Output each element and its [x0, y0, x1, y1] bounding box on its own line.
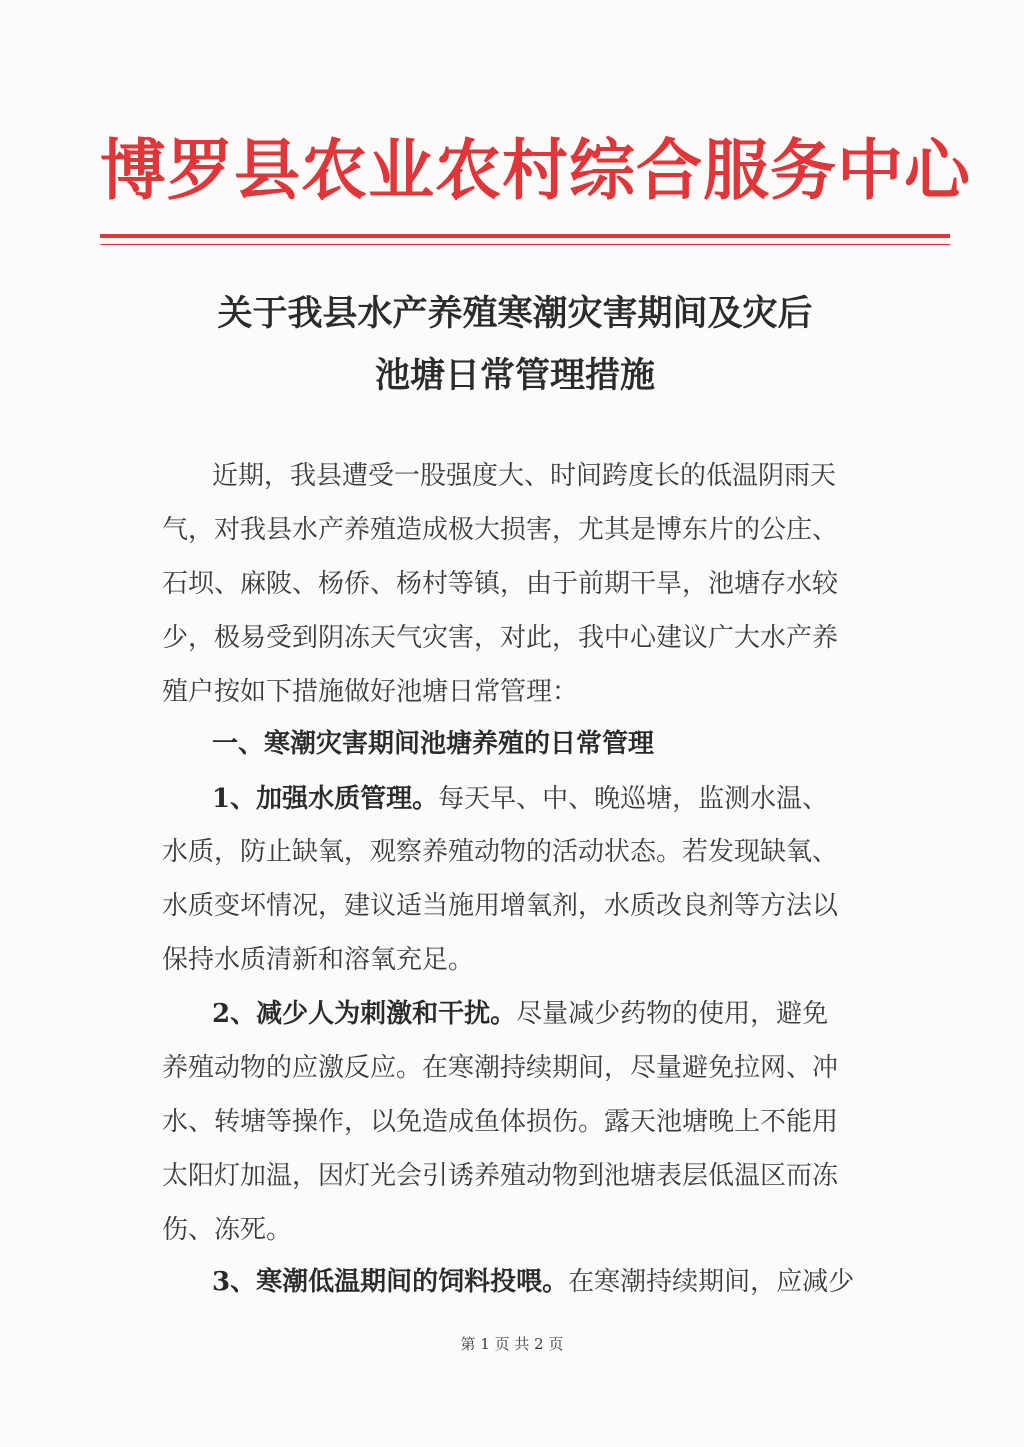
item-2-text: 尽量减少药物的使用，避免: [516, 999, 829, 1029]
item-3-text: 在寒潮持续期间，应减少: [568, 1267, 855, 1297]
item-3-lead: 3、寒潮低温期间的饲料投喂。: [212, 1267, 569, 1297]
item-2-line: 养殖动物的应激反应。在寒潮持续期间，尽量避免拉网、冲: [162, 1053, 839, 1083]
item-1-line: 水质，防止缺氧，观察养殖动物的活动状态。若发现缺氧、: [162, 837, 839, 867]
intro-line: 少，极易受到阴冻天气灾害，对此，我中心建议广大水产养: [162, 623, 839, 653]
item-2-line: 太阳灯加温，因灯光会引诱养殖动物到池塘表层低温区而冻: [162, 1161, 839, 1191]
item-1-lead: 1、加强水质管理。: [212, 784, 439, 814]
masthead-rule-thin: [100, 244, 950, 245]
item-2-first-line: [212, 996, 932, 1032]
page-number: 第 1 页 共 2 页: [460, 1335, 564, 1353]
item-1-line: 水质变坏情况，建议适当施用增氧剂，水质改良剂等方法以: [162, 891, 839, 921]
item-1-line: 保持水质清新和溶氧充足。: [162, 945, 475, 975]
org-masthead: 博罗县农业农村综合服务中心: [100, 131, 971, 209]
intro-line: 殖户按如下措施做好池塘日常管理：: [162, 677, 579, 707]
document-title-line-2: 池塘日常管理措施: [374, 355, 655, 396]
intro-line: 气，对我县水产养殖造成极大损害，尤其是博东片的公庄、: [162, 515, 839, 545]
document-title-line-1: 关于我县水产养殖寒潮灾害期间及灾后: [217, 293, 813, 334]
item-3-first-line: [212, 1264, 932, 1300]
item-2-line: 水、转塘等操作，以免造成鱼体损伤。露天池塘晚上不能用: [162, 1107, 839, 1137]
masthead-rule-thick: [100, 234, 950, 238]
item-1-first-line: [212, 781, 932, 817]
section-heading: 一、寒潮灾害期间池塘养殖的日常管理: [212, 729, 655, 759]
item-1-text: 每天早、中、晚巡塘，监测水温、: [438, 784, 829, 814]
intro-line: 石坝、麻陂、杨侨、杨村等镇，由于前期干旱，池塘存水较: [162, 569, 839, 599]
intro-line: 近期，我县遭受一股强度大、时间跨度长的低温阴雨天: [212, 461, 837, 491]
item-2-lead: 2、减少人为刺激和干扰。: [212, 999, 517, 1029]
item-2-line: 伤、冻死。: [162, 1215, 293, 1245]
